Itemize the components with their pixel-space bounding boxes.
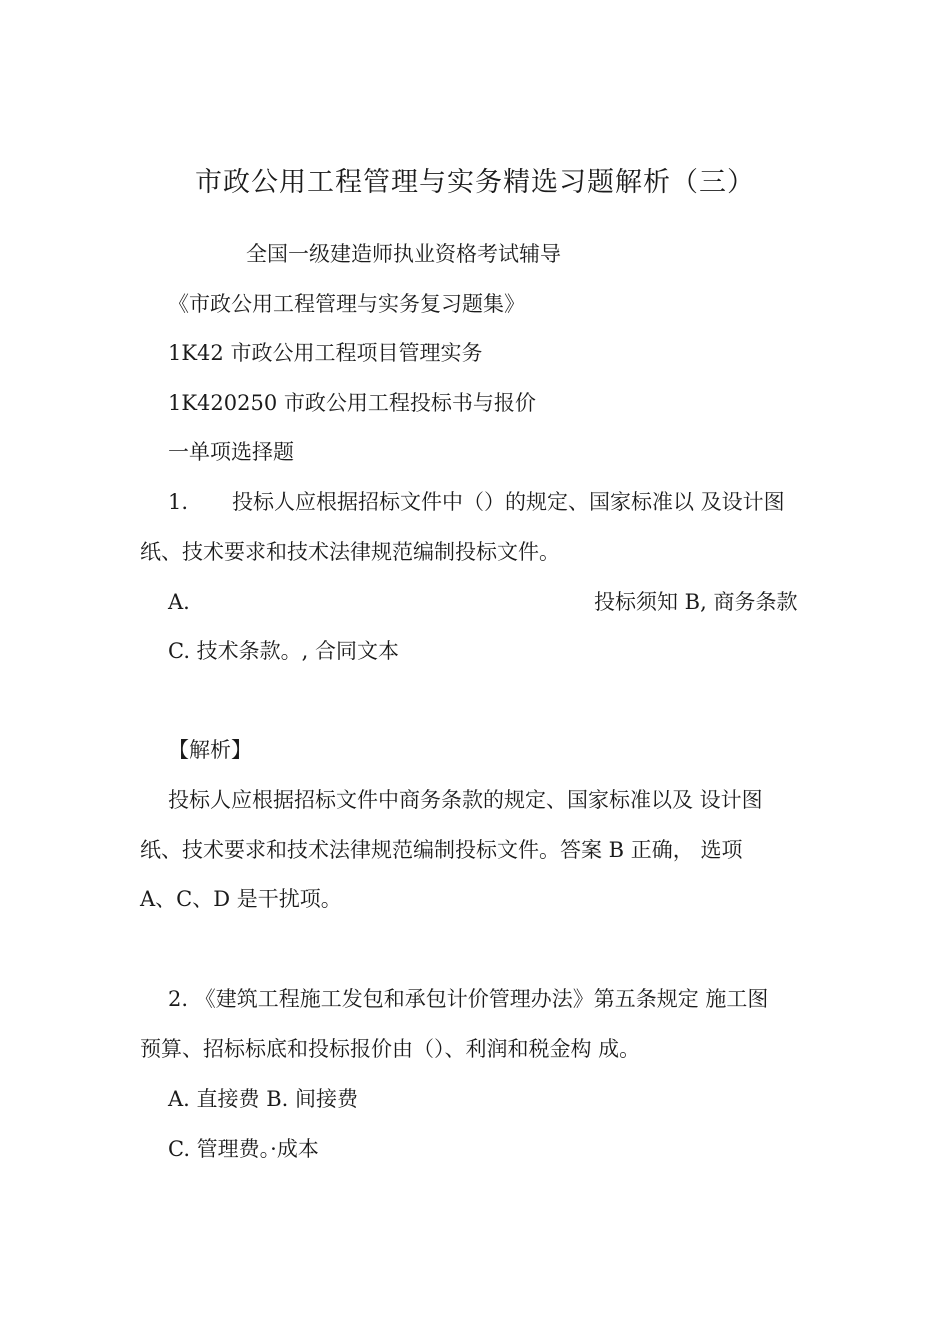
- question-1-stem-line2: 纸、技术要求和技术法律规范编制投标文件。: [140, 540, 560, 564]
- section-heading-1k420250: 1K420250 市政公用工程投标书与报价: [168, 391, 536, 415]
- subtitle: 全国一级建造师执业资格考试辅导: [246, 242, 561, 266]
- question-2-options-cd: C. 管理费。·成本: [168, 1137, 319, 1161]
- question-2-line-1: 2. 《建筑工程施工发包和承包计价管理办法》第五条规定 施工图: [168, 987, 769, 1011]
- question-2-options-ab: A. 直接费 B. 间接费: [168, 1087, 358, 1111]
- analysis-line-3: A、C、D 是干扰项。: [140, 887, 342, 911]
- question-2-line-2: 预算、招标标底和投标报价由（）、利润和税金构 成。: [140, 1037, 641, 1061]
- question-1-option-a-marker: A.: [168, 590, 190, 614]
- question-1-options-ab: 投标须知 B, 商务条款: [594, 590, 798, 614]
- question-1-stem-line1: 投标人应根据招标文件中（）的规定、国家标准以 及设计图: [232, 490, 785, 514]
- section-heading-single-choice: 一单项选择题: [168, 440, 294, 464]
- analysis-line-1: 投标人应根据招标文件中商务条款的规定、国家标准以及 设计图: [168, 788, 763, 812]
- analysis-line-2: 纸、技术要求和技术法律规范编制投标文件。答案 B 正确， 选项: [140, 838, 743, 862]
- section-heading-1k42: 1K42 市政公用工程项目管理实务: [168, 341, 483, 365]
- question-1-options-cd: C. 技术条款。, 合同文本: [168, 639, 400, 663]
- book-title: 《市政公用工程管理与实务复习题集》: [168, 292, 525, 316]
- document-title: 市政公用工程管理与实务精选习题解析（三）: [195, 167, 755, 198]
- analysis-label: 【解析】: [168, 738, 252, 762]
- question-1-number: 1.: [168, 490, 189, 514]
